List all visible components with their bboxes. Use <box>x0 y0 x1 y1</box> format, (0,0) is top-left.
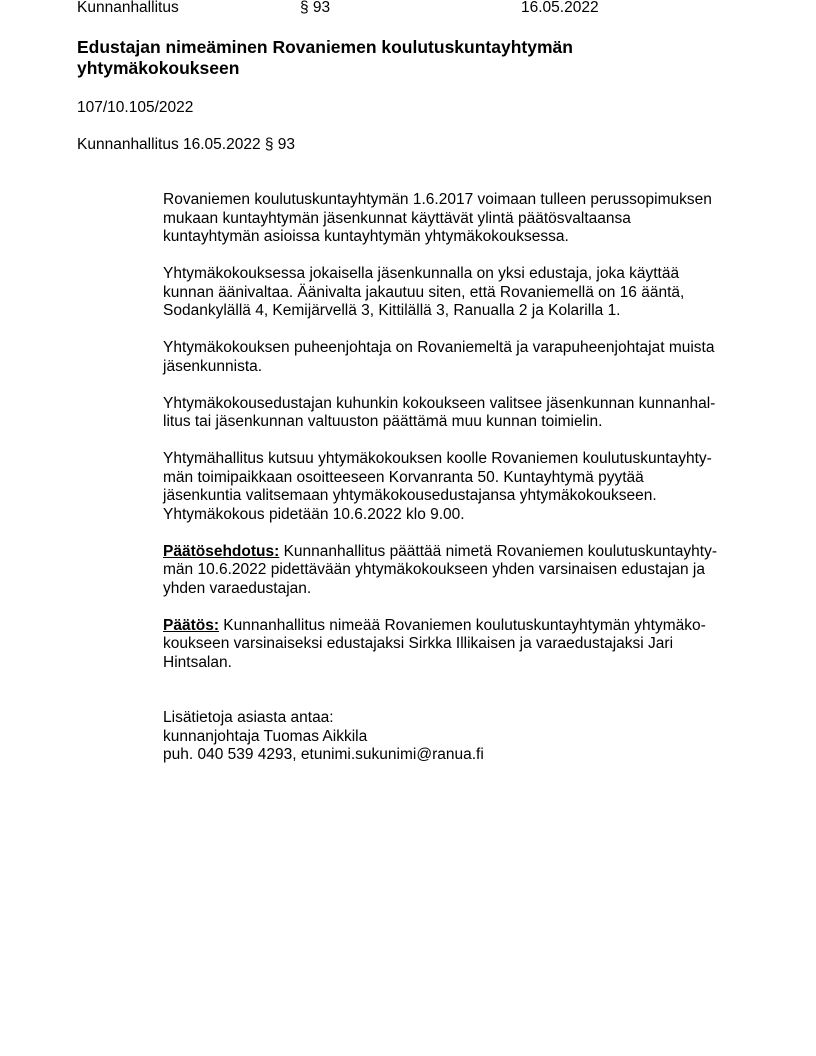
body-line: Yhtymäkokousedustajan kuhunkin kokoukseen valitsee jäsenkunnan kunnanhal- <box>163 394 716 412</box>
page-header <box>0 0 816 18</box>
body-line: jäsenkunnista. <box>163 357 263 375</box>
document-body <box>163 191 743 672</box>
proposal-line <box>163 543 743 562</box>
header-date: 16.05.2022 <box>521 0 599 16</box>
body-line: mukaan kuntayhtymän jäsenkunnat käyttävät ylintä päätösvaltaansa <box>163 209 631 227</box>
proposal-line: män 10.6.2022 pidettävään yhtymäkokoukseen yhden varsinaisen edustajan ja <box>163 561 706 578</box>
body-line: Yhtymäkokous pidetään 10.6.2022 klo 9.00. <box>163 505 465 523</box>
proposal-label: Päätösehdotus: <box>163 542 280 560</box>
header-section: § 93 <box>300 0 331 16</box>
decision-line: koukseen varsinaiseksi edustajaksi Sirkka Illikaisen ja varaedustajaksi Jari <box>163 635 674 652</box>
body-line: Yhtymäkokouksessa jokaisella jäsenkunnalla on yksi edustaja, joka käyttää <box>163 265 680 282</box>
body-line: litus tai jäsenkunnan valtuuston päättämä muu kunnan toimielin. <box>163 413 603 430</box>
body-line: kuntayhtymän asioissa kuntayhtymän yhtymäkokouksessa. <box>163 228 569 245</box>
proposal-line: yhden varaedustajan. <box>163 579 312 597</box>
contact-intro: Lisätietoja asiasta antaa: <box>163 709 334 726</box>
meeting-reference: Kunnanhallitus 16.05.2022 § 93 <box>77 136 296 153</box>
body-line: Sodankylällä 4, Kemijärvellä 3, Kittilällä 3, Ranualla 2 ja Kolarilla 1. <box>163 302 621 319</box>
body-line: Rovaniemen koulutuskuntayhtymän 1.6.2017 voimaan tulleen perussopimuksen <box>163 191 712 208</box>
contact-details: puh. 040 539 4293, etunimi.sukunimi@ranua.fi <box>163 746 484 763</box>
decision-text: Kunnanhallitus nimeää Rovaniemen koulutuskuntayhtymän yhtymäko- <box>219 616 706 634</box>
body-line: män toimipaikkaan osoitteeseen Korvanranta 50. Kuntayhtymä pyytää <box>163 468 644 486</box>
document-number: 107/10.105/2022 <box>77 99 194 116</box>
body-line: kunnan äänivaltaa. Äänivalta jakautuu siten, että Rovaniemellä on 16 ääntä, <box>163 283 685 301</box>
body-line: jäsenkuntia valitsemaan yhtymäkokousedustajansa yhtymäkokoukseen. <box>163 487 657 504</box>
decision-label: Päätös: <box>163 616 219 634</box>
body-line: Yhtymäkokouksen puheenjohtaja on Rovaniemeltä ja varapuheenjohtajat muista <box>163 339 715 356</box>
proposal-text: Kunnanhallitus päättää nimetä Rovaniemen koulutuskuntayhty- <box>279 542 717 560</box>
decision-line: Hintsalan. <box>163 653 232 671</box>
body-line: Yhtymähallitus kutsuu yhtymäkokouksen koolle Rovaniemen koulutuskuntayhty- <box>163 450 712 467</box>
header-body-name: Kunnanhallitus <box>77 0 179 16</box>
decision-line <box>163 617 743 636</box>
contact-person: kunnanjohtaja Tuomas Aikkila <box>163 727 368 745</box>
contact-info <box>163 709 743 765</box>
document-title: Edustajan nimeäminen Rovaniemen koulutuskuntayhtymän yhtymäkokoukseen <box>77 37 573 78</box>
